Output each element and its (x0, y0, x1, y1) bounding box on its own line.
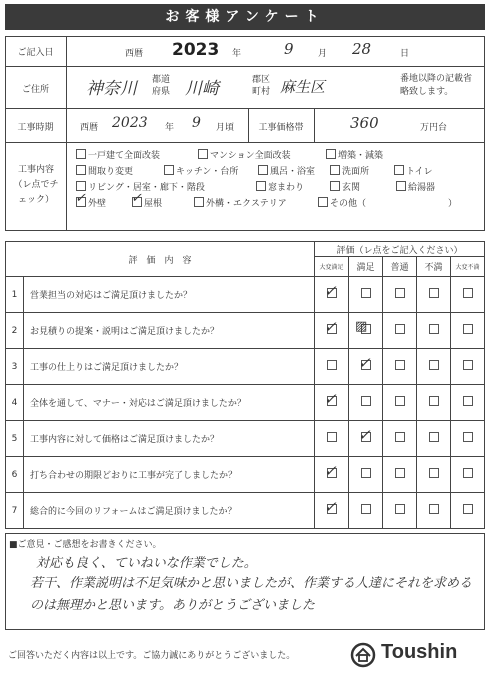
address-city: 川崎 (185, 79, 219, 99)
period-month: 9 (192, 115, 201, 131)
table-row: 7 総合的に今回のリフォームはご満足頂けましたか？ ✓ (6, 493, 485, 529)
price-label: 工事価格帯 (258, 123, 304, 133)
comment-line-1: 対応も良く、ていねいな作業でした。 (36, 556, 257, 571)
comments-label: ■ご意見・ご感想をお書きください。 (9, 540, 162, 550)
table-row: 2 お見積りの提案・説明はご満足頂けましたか？ ✓ ▨ (6, 313, 485, 349)
work-label: 工事内容（レ点でチェック） (13, 165, 59, 205)
address-prefecture: 神奈川 (86, 79, 137, 99)
house-logo-icon (350, 642, 376, 668)
table-row: 3 工事の仕上りはご満足頂けましたか？ ✓ (6, 349, 485, 385)
address-ward: 麻生区 (280, 78, 326, 96)
content-header: 評 価 内 容 (6, 242, 315, 277)
comment-line-2: 若干、作業説明は不足気味かと思いましたが、作業する人達にそれを求めるのは無理かと思います。ありがとうございました (30, 576, 473, 613)
table-row: 4 全体を通して、マナー・対応はご満足頂けましたか？ ✓ (6, 385, 485, 421)
table-row: 6 打ち合わせの期限どおりに工事が完了しましたか？ ✓ (6, 457, 485, 493)
period-label: 工事時期 (17, 123, 54, 133)
table-row: 5 工事内容に対して価格はご満足頂けましたか？ ✓ (6, 421, 485, 457)
brand-name: Toushin (381, 641, 458, 663)
date-year: 2023 (172, 40, 220, 60)
address-note: 番地以降の記載省略致します。 (400, 74, 473, 97)
date-day: 28 (352, 40, 372, 58)
date-month: 9 (284, 40, 294, 58)
rating-header: 評価（レ点をご記入ください） (315, 242, 485, 257)
date-era: 西暦 (125, 49, 144, 59)
table-row: 1 営業担当の対応はご満足頂けましたか？ ✓ (6, 277, 485, 313)
checkbox-0[interactable] (76, 149, 86, 159)
price-value: 360 (350, 114, 379, 132)
date-label: ご記入日 (17, 48, 54, 58)
address-label: ご住所 (21, 85, 49, 95)
period-year: 2023 (112, 115, 148, 131)
footer-note: ご回答いただく内容は以上です。ご協力誠にありがとうございました。 (8, 651, 296, 661)
form-title: お客様アンケート (5, 4, 485, 30)
evaluation-table: 評 価 内 容 評価（レ点をご記入ください） 大変満足 満足 普通 不満 大変不満 1 営業担当の対応はご満足頂けましたか？ ✓ 2 お見積りの提案・説明はご満足頂けましたか？ ✓ ▨ 3 工事の仕上りはご満足頂けましたか？ ✓ 4 全体を通して、マナー・対応はご満足頂けましたか？ ✓ 5 工事内容に対して価格はご満足頂けましたか？ ✓ 6 打ち合わせの期限どおりに工事が完了しましたか？ ✓ 7 総合的に今回のリフォームはご満足頂けましたか？ ✓ (5, 241, 485, 529)
brand-logo (350, 640, 480, 670)
work-items: 一戸建て全面改装 マンション全面改装 増築・減築 間取り変更 キッチン・台所 風呂・浴室 洗面所 トイレ リビング・居室・廊下・階段 窓まわり 玄関 給湯器 ✓ 外壁 ✓ 屋根 外構・エクステリア その他（ ） (75, 151, 458, 209)
